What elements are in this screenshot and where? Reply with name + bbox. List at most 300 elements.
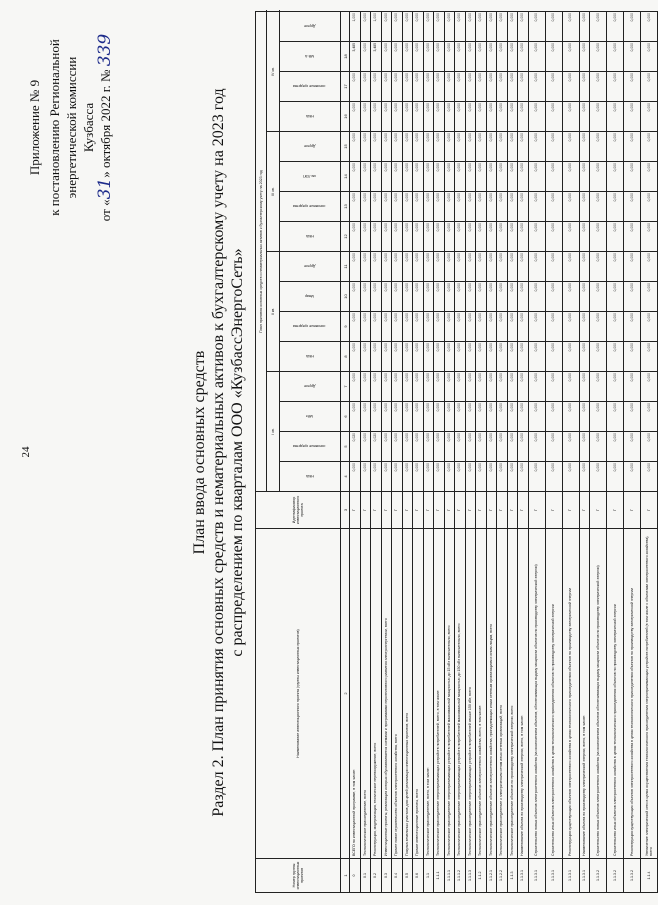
row-value: 0,000 [476,342,487,372]
quarter-header: III кв. [267,132,280,252]
row-value: 0,000 [402,432,413,462]
row-value: 0,000 [590,312,607,342]
row-value: 0,000 [455,11,466,41]
row-value: 0,000 [518,132,529,162]
column-index: 7 [341,372,350,402]
row-value: 0,000 [476,432,487,462]
table-row [381,11,392,892]
row-value: 0,000 [413,252,424,282]
row-value: 0,000 [641,342,658,372]
sub-header-nma-label: НМА [305,354,314,359]
row-value: 0,000 [528,162,545,192]
row-value: 0,000 [444,432,455,462]
row-value: 0,000 [444,192,455,222]
row-value: 0,000 [545,192,562,222]
row-value: 0,000 [371,372,382,402]
row-value: 0,000 [465,372,476,402]
row-value: 0,000 [360,132,371,162]
row-value: 0,000 [497,11,508,41]
row-value: 0,000 [590,72,607,102]
row-value: 0,000 [350,192,361,222]
row-value: 0,000 [507,11,518,41]
row-value: 0,000 [381,312,392,342]
row-project-name: ВСЕГО по инвестиционной программе, в том числе: [350,529,361,859]
row-value: 0,000 [641,72,658,102]
row-value: 0,000 [392,252,403,282]
row-value: 0,000 [518,312,529,342]
row-value: 0,000 [444,162,455,192]
appendix-line-region: Кузбасса [81,102,96,153]
row-value: 0,000 [486,282,497,312]
row-value: 0,000 [402,42,413,72]
row-value: 0,000 [392,42,403,72]
row-value: 0,000 [528,222,545,252]
row-value: 0,000 [413,342,424,372]
row-value: 0,000 [545,252,562,282]
row-value: 0,000 [423,312,434,342]
row-value: 0,000 [624,342,641,372]
row-value: 0,000 [579,252,590,282]
row-value: 0,000 [444,42,455,72]
row-value: 0,000 [392,432,403,462]
row-value: 0,000 [371,72,382,102]
row-value: 0,000 [486,42,497,72]
date-middle: » октября 2022 г. № [98,69,113,178]
row-value: 0,000 [465,42,476,72]
row-number: 1.1.3.1 [562,859,579,893]
row-value: 0,000 [402,342,413,372]
row-value: 0,000 [413,282,424,312]
row-project-name: Технологическое присоединение энергопринимающих устройств потребителей, всего, в том числе: [434,529,445,859]
row-value: 0,000 [624,402,641,432]
row-value: 0,000 [350,462,361,492]
row-value: 0,000 [579,342,590,372]
row-value: 0,000 [641,282,658,312]
row-value: 0,000 [392,102,403,132]
row-value: 0,000 [444,102,455,132]
row-value: 0,000 [507,192,518,222]
row-value: 0,000 [562,402,579,432]
row-value: 0,000 [465,132,476,162]
column-index: 16 [341,102,350,132]
row-value: 0,000 [444,72,455,102]
row-value: 0,000 [507,252,518,282]
row-value: 0,000 [507,432,518,462]
row-project-name: Технологическое присоединение, всего, в том числе: [423,529,434,859]
row-project-name: Строительство новых объектов электросетевого хозяйства (за исключением объектов обеспечивающих выдачу мощности объектов по производству электрической энергии) [590,529,607,859]
row-value: 0,000 [434,72,445,102]
row-value: 0,000 [624,462,641,492]
row-value: 0,000 [497,312,508,342]
table-row [528,11,545,892]
row-value: 0,000 [434,342,445,372]
row-value: 0,000 [486,432,497,462]
row-value: 0,000 [607,132,624,162]
row-value: 0,000 [497,462,508,492]
row-value: 0,000 [562,282,579,312]
row-value: 0,000 [518,372,529,402]
row-value: 0,000 [607,11,624,41]
row-value: 0,000 [545,162,562,192]
row-number: 0.2 [371,859,382,893]
sub-header-unit-label: МВ·А [305,54,314,59]
row-value: 0,000 [497,372,508,402]
row-project-name: Инвестиционные проекты, реализация которых обуславливается схемами и программами перспективного развития электроэнергетики, всего [381,529,392,859]
row-value: 0,000 [455,372,466,402]
row-value: 0,000 [518,402,529,432]
row-value: 0,000 [579,132,590,162]
row-project-name: Строительство иных объектов электросетевого хозяйства в целях технологического присоединения объектов по производству электрической энергии [607,529,624,859]
row-value: 0,000 [402,462,413,492]
row-project-name: Реконструкция, модернизация, техническое перевооружение, всего [371,529,382,859]
row-value: 0,000 [413,162,424,192]
row-value: 0,000 [423,132,434,162]
row-value: 0,000 [528,462,545,492]
row-value: 0,000 [486,11,497,41]
row-value: 0,000 [423,42,434,72]
row-number: 1.1.2.2 [497,859,508,893]
row-value: 0,000 [562,432,579,462]
row-value: 0,000 [528,11,545,41]
row-value: 0,000 [528,402,545,432]
sub-header-fixed-assets-label: основные средства [293,444,326,449]
row-value: 3,485 [350,42,361,72]
row-value: 0,000 [476,192,487,222]
row-value: 0,000 [444,312,455,342]
plan-table-body [350,11,658,892]
row-value: 0,000 [607,102,624,132]
sub-header-fixed-assets [280,72,341,102]
row-value: 0,000 [402,132,413,162]
row-value: 0,000 [465,72,476,102]
row-value: 0,000 [518,342,529,372]
row-value: 0,000 [465,252,476,282]
row-value: 0,000 [476,312,487,342]
row-project-id: Г [465,492,476,529]
row-value: 0,000 [360,462,371,492]
row-value: 0,000 [371,162,382,192]
row-number: 1.1.3.1 [528,859,545,893]
row-value: 0,000 [518,102,529,132]
row-value: 0,000 [497,72,508,102]
row-value: 0,000 [465,432,476,462]
column-index: 13 [341,192,350,222]
row-value: 0,000 [590,132,607,162]
row-value: 0,000 [545,282,562,312]
row-value: 0,000 [528,102,545,132]
quarter-header: I кв. [267,372,280,492]
row-value: 0,000 [518,462,529,492]
row-value: 0,020 [350,432,361,462]
row-project-id: Г [392,492,403,529]
row-value: 0,000 [641,252,658,282]
quarter-header: IV кв. [267,11,280,131]
row-value: 0,000 [545,11,562,41]
row-value: 0,000 [579,462,590,492]
row-project-name: Наименование объекта по производству электрической энергии, всего, в том числе: [579,529,590,859]
sub-header-other-label: Другое [303,384,316,389]
row-value: 0,000 [350,312,361,342]
row-value: 0,000 [455,462,466,492]
row-value: 0,000 [434,102,445,132]
row-value: 0,000 [413,11,424,41]
row-value: 0,000 [423,282,434,312]
row-project-name: Реконструкция существующих объектов электросетевого хозяйства в целях технологического присоединения объектов по производству электрической энергии [624,529,641,859]
row-value: 0,020 [371,432,382,462]
sub-header-other-label: Другое [303,264,316,269]
sub-header-nma-label: НМА [305,234,314,239]
row-value: 0,000 [423,402,434,432]
row-value: 0,000 [607,342,624,372]
row-value: 0,000 [545,402,562,432]
table-row [624,11,641,892]
column-index: 1 [341,859,350,893]
row-value: 0,000 [528,282,545,312]
appendix-date-line [97,10,114,245]
row-value: 0,000 [562,42,579,72]
sub-header-nma [280,342,341,372]
row-project-id: Г [444,492,455,529]
row-value: 0,000 [423,192,434,222]
row-value: 0,000 [465,282,476,312]
row-value: 0,000 [455,252,466,282]
row-value: 0,000 [562,102,579,132]
row-value: 0,000 [562,462,579,492]
column-index: 9 [341,312,350,342]
row-value: 0,000 [444,132,455,162]
row-value: 0,000 [590,462,607,492]
row-value: 0,000 [381,11,392,41]
row-value: 0,000 [486,162,497,192]
row-value: 0,000 [507,222,518,252]
row-value: 0,000 [641,402,658,432]
row-value: 0,000 [423,252,434,282]
row-value: 0,000 [528,132,545,162]
row-value: 0,000 [476,11,487,41]
row-value: 0,000 [455,42,466,72]
row-value: 0,000 [486,372,497,402]
row-project-name: Строительство иных объектов электросетевого хозяйства в целях технологического присоединения объектов по производству электрической энергии [545,529,562,859]
row-project-name: Увеличение электрической сети в целях осуществления технологического присоединения энергопринимающих устройств потребителей (в том числе с объектами электросетевого хозяйства), всего [641,529,658,859]
row-value: 0,000 [434,42,445,72]
row-value: 0,000 [507,462,518,492]
row-value: 0,000 [476,372,487,402]
appendix-block [26,10,114,245]
row-value: 0,000 [413,222,424,252]
plan-table-wrapper [255,12,653,893]
row-value: 0,000 [641,11,658,41]
sub-header-nma [280,222,341,252]
row-value: 0,000 [444,462,455,492]
row-value: 0,000 [360,402,371,432]
row-project-id: Г [624,492,641,529]
row-value: 0,000 [476,252,487,282]
row-project-name: Покупка земельных участков для целей реализации инвестиционных проектов, всего [402,529,413,859]
row-project-id: Г [455,492,466,529]
row-number: 1.1 [423,859,434,893]
row-value: 0,000 [381,282,392,312]
row-value: 0,000 [562,342,579,372]
row-value: 0,000 [381,372,392,402]
row-value: 0,000 [486,132,497,162]
row-value: 0,000 [413,102,424,132]
header-group-number: Номер группы инвестиционных проектов [256,859,341,893]
row-value: 0,000 [350,252,361,282]
row-value: 0,000 [545,42,562,72]
row-value: 0,000 [497,222,508,252]
table-row [579,11,590,892]
table-row [350,11,361,892]
column-index: 8 [341,342,350,372]
column-index: 3 [341,492,350,529]
row-value: 0,000 [579,102,590,132]
row-value: 0,000 [624,222,641,252]
row-value: 0,000 [381,252,392,282]
table-row [392,11,403,892]
row-value: 0,000 [579,282,590,312]
row-value: 0,000 [350,72,361,102]
row-value: 0,000 [579,162,590,192]
row-value: 0,000 [486,402,497,432]
sub-header-nma [280,102,341,132]
row-value: 0,000 [434,222,445,252]
row-value: 0,000 [360,42,371,72]
row-value: 0,000 [434,432,445,462]
row-value: 0,000 [455,162,466,192]
row-value: 0,000 [360,372,371,402]
row-value: 0,000 [423,162,434,192]
row-number: 1.1.3.2 [624,859,641,893]
row-value: 0,000 [371,342,382,372]
row-value: 0,000 [579,72,590,102]
row-value: 0,000 [641,102,658,132]
row-value: 0,000 [444,222,455,252]
column-index: 14 [341,162,350,192]
row-value: 0,000 [350,132,361,162]
date-prefix: от « [98,199,113,222]
quarter-header: II кв. [267,252,280,372]
row-value: 0,000 [476,42,487,72]
row-value: 0,000 [624,192,641,222]
row-value: 0,000 [444,372,455,402]
row-project-name: Технологическое присоединение к электрическим сетям иных сетевых организаций, всего [497,529,508,859]
row-value: 0,000 [641,372,658,402]
appendix-line-commission: энергетической комиссии [64,56,79,199]
row-value: 1,000 [350,11,361,41]
row-number: 1.1.4 [641,859,658,893]
row-project-id: Г [402,492,413,529]
row-value: 0,000 [423,72,434,102]
row-value: 0,000 [413,402,424,432]
sub-header-fixed-assets [280,432,341,462]
appendix-line-resolution: к постановлению Региональной [47,39,62,216]
row-project-id: Г [350,492,361,529]
row-value: 0,000 [381,432,392,462]
column-index: 11 [341,252,350,282]
row-value: 0,000 [607,432,624,462]
row-value: 0,000 [590,192,607,222]
row-value: 0,000 [360,192,371,222]
plan-table [255,11,658,893]
row-value: 0,000 [607,222,624,252]
row-value: 0,000 [545,222,562,252]
sub-header-fixed-assets-label: основные средства [293,204,326,209]
table-row [402,11,413,892]
row-value: 0,000 [476,162,487,192]
row-value: 0,000 [607,162,624,192]
row-value: 0,000 [579,402,590,432]
row-project-name: Технологическое присоединение объектов электросетевого хозяйства, всего, в том числе: [476,529,487,859]
row-value: 0,000 [562,132,579,162]
row-value: 0,000 [371,102,382,132]
row-value: 0,000 [497,102,508,132]
row-value: 0,000 [607,72,624,102]
row-project-name: Технологическое присоединение объектов электросетевого хозяйства, принадлежащих иным сетевым организациям и иным лицам, всего [486,529,497,859]
row-value: 0,000 [444,282,455,312]
row-value: 0,000 [607,192,624,222]
row-value: 0,000 [455,402,466,432]
row-value: 0,000 [465,342,476,372]
row-value: 0,000 [360,72,371,102]
row-value: 0,000 [528,312,545,342]
row-value: 0,000 [497,162,508,192]
row-value: 0,000 [423,11,434,41]
row-value: 0,000 [402,162,413,192]
row-project-id: Г [507,492,518,529]
row-value: 0,000 [607,42,624,72]
row-value: 0,000 [590,282,607,312]
row-value: 0,000 [528,342,545,372]
row-number: 1.1.3.1 [518,859,529,893]
row-value: 0,000 [350,372,361,402]
row-value: 0,000 [476,282,487,312]
row-value: 0,000 [507,342,518,372]
row-value: 0,000 [486,462,497,492]
row-value: 0,000 [507,402,518,432]
row-value: 0,000 [350,102,361,132]
row-value: 0,000 [371,312,382,342]
row-value: 0,000 [624,252,641,282]
sub-header-fixed-assets-label: основные средства [293,84,326,89]
row-value: 0,000 [590,102,607,132]
row-value: 0,000 [455,102,466,132]
row-value: 0,000 [476,462,487,492]
row-value: 0,000 [465,222,476,252]
row-value: 0,000 [497,192,508,222]
table-row [455,11,466,892]
row-value: 0,000 [641,192,658,222]
row-value: 0,000 [579,432,590,462]
row-project-id: Г [562,492,579,529]
row-value: 0,000 [624,162,641,192]
table-row [444,11,455,892]
row-value: 0,000 [486,102,497,132]
column-index: 18 [341,42,350,72]
row-value: 0,000 [455,72,466,102]
row-value: 0,000 [360,222,371,252]
column-index: 2 [341,529,350,859]
title-block [190,70,247,835]
row-value: 0,000 [624,132,641,162]
row-value: 0,000 [392,222,403,252]
table-row [413,11,424,892]
row-value: 0,000 [497,42,508,72]
row-number: 0.6 [413,859,424,893]
row-value: 0,000 [381,462,392,492]
row-value: 0,000 [486,252,497,282]
row-number: 1.1.2.1 [486,859,497,893]
table-row [607,11,624,892]
